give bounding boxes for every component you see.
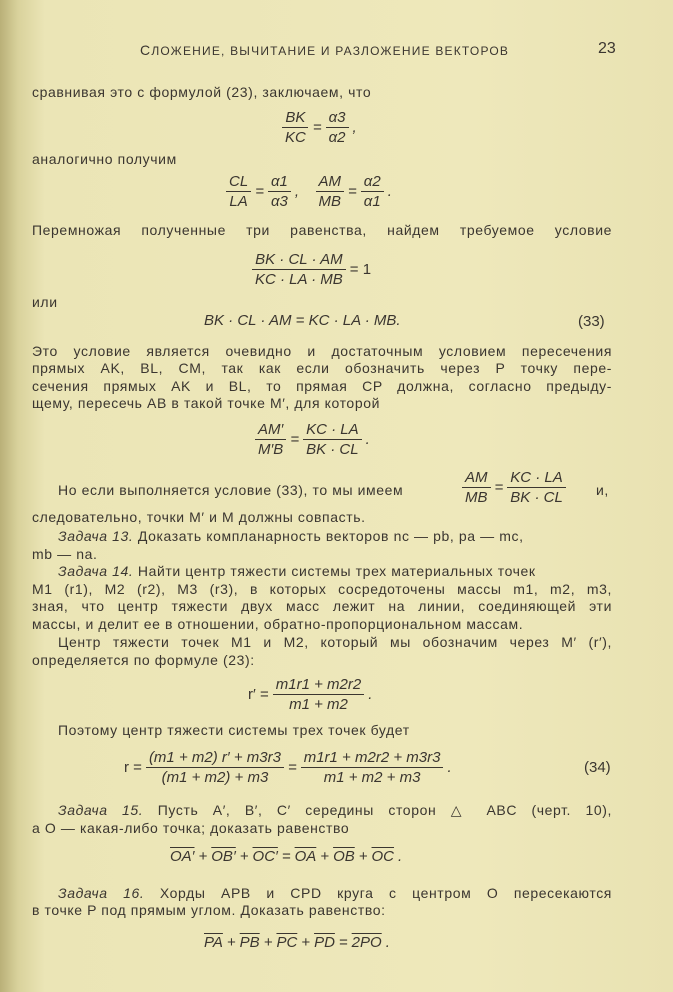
text-line: щему, пересечь AB в такой точке M′, для которой — [32, 395, 381, 411]
text-line: следовательно, точки M′ и M должны совпасть. — [32, 509, 366, 525]
text-line: Поэтому центр тяжести системы трех точек будет — [58, 722, 410, 738]
page-number: 23 — [598, 40, 616, 57]
text-line: mb — na. — [32, 546, 98, 562]
problem-16: Задача 16. Хорды APB и CPD круга с центром O пересекаются — [58, 885, 612, 901]
text-line: прямых AK, BL, CM, так как если обозначить через P точку пере- — [32, 360, 612, 376]
text-line: Это условие является очевидно и достаточным условием пересечения — [32, 343, 612, 359]
text-line: массы, и делит ее в отношении, обратно-пропорциональном массам. — [32, 616, 524, 632]
formula-am-prime: AM′ M′B = KC · LA BK · CL . — [255, 420, 370, 459]
text-line: сравнивая это с формулой (23), заключаем, что — [32, 84, 372, 100]
text-line: или — [32, 294, 58, 310]
problem-14: Задача 14. Найти центр тяжести системы трех материальных точек — [58, 563, 536, 579]
problem-13: Задача 13. Доказать компланарность векторов nc — pb, pa — mc, — [58, 528, 524, 544]
text-line: аналогично получим — [32, 151, 177, 167]
text-line: сечения прямых AK и BL, то прямая CP должна, согласно предыду- — [32, 378, 612, 394]
formula-vector-sum-o: OA′ + OB′ + OC′ = $\overline{OA}$ + $\overline{OB}$ + $\overline{OC}$ . — [170, 848, 403, 865]
text-line: Центр тяжести точек M1 и M2, который мы обозначим через M′ (r′), — [58, 634, 612, 650]
problem-15: Задача 15. Пусть A′, B′, C′ середины сторон △ ABC (черт. 10), — [58, 802, 612, 818]
equation-number: (33) — [578, 313, 605, 330]
text-line: зная, что центр тяжести двух масс лежит на линии, соединяющей эти — [32, 598, 612, 614]
text-line: M1 (r1), M2 (r2), M3 (r3), в которых сосредоточены массы m1, m2, m3, — [32, 581, 612, 597]
formula-cl-la-am-mb: CL LA = α1 α3 , AM MB = α2 α1 . — [226, 172, 392, 211]
text-line: а O — какая-либо точка; доказать равенство — [32, 820, 350, 836]
text-line: Перемножая полученные три равенства, найдем требуемое условие — [32, 222, 612, 238]
equation-number: (34) — [584, 759, 611, 776]
formula-r-prime: r′ = $\frac{m1r1 + m2r2}{m1 + m2}$ . — [248, 676, 373, 713]
text-line: определяется по формуле (23): — [32, 652, 255, 668]
formula-product-ratio: $\frac{BK \cdot CL \cdot AM}{KC \cdot LA \cdot MB}$ = 1 — [252, 250, 371, 289]
text-line: и, — [596, 482, 609, 498]
formula-bk-kc: BK KC = α3 α2 , — [282, 108, 357, 147]
formula-33: BK · CL · AM = KC · LA · MB. — [204, 312, 401, 329]
running-header: СЛОЖЕНИЕ, ВЫЧИТАНИЕ И РАЗЛОЖЕНИЕ ВЕКТОРОВ — [140, 42, 510, 58]
text-line: в точке P под прямым углом. Доказать равенство: — [32, 902, 386, 918]
text-line: Но если выполняется условие (33), то мы имеем — [58, 482, 404, 498]
formula-am-mb: AM MB = KC · LA BK · CL — [462, 468, 566, 507]
formula-vector-sum-p: $\overline{PA}$ + $\overline{PB}$ + $\overline{PC}$ + $\overline{PD}$ = 2PO . — [204, 934, 390, 951]
formula-34: r = $\frac{(m1 + m2) r' + m3r3}{(m1 + m2) + m3}$ = m1r1 + m2r2 + m3r3 m1 + m2 + m3 . — [124, 749, 452, 786]
